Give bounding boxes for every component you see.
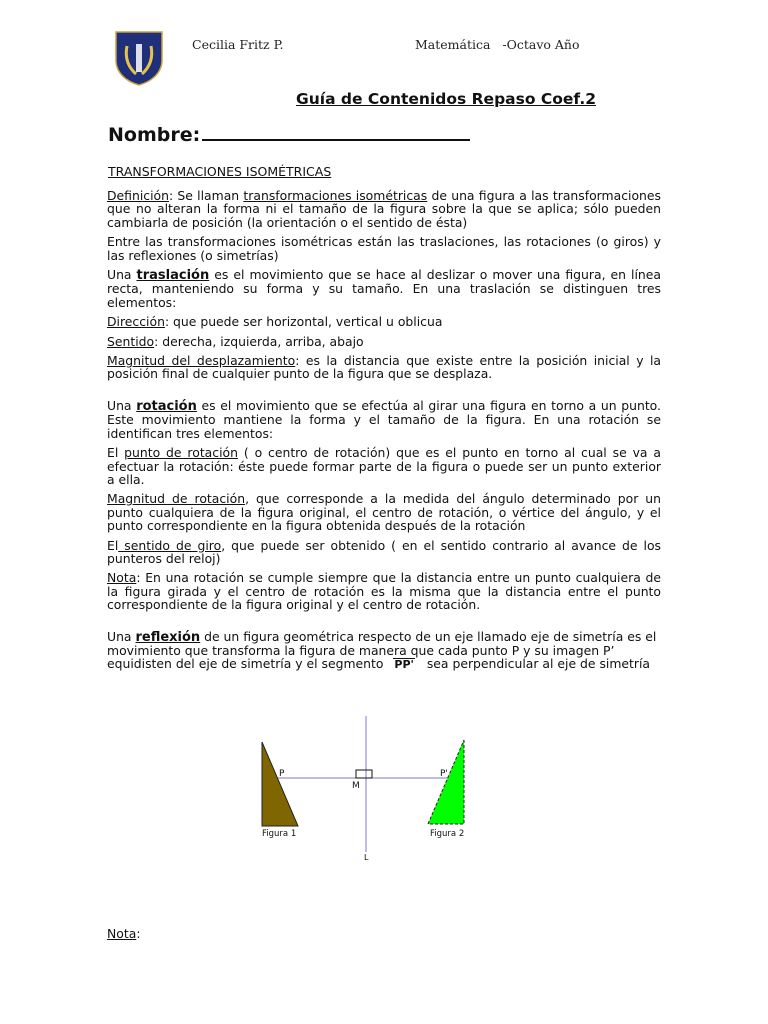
sentido-giro-label: sentido de giro — [118, 537, 222, 553]
intro-paragraph: Entre las transformaciones isométricas están las traslaciones, las rotaciones (o giros) y las reflexiones (o simetrías) — [107, 234, 661, 263]
figure-2-triangle — [428, 740, 464, 824]
document-body — [107, 189, 661, 677]
traslacion-term: traslación — [136, 268, 210, 284]
reflexion-term: reflexión — [135, 629, 201, 645]
school-logo — [114, 30, 164, 86]
reflexion-text-1: de un figura geométrica respecto de un eje llamado eje de simetría es el movimiento que transforma la figura de manera que cada punto P y su imagen P’ equidisten del eje de simetría y el segmento — [107, 628, 657, 672]
definition-label: Definición — [107, 188, 169, 203]
rotacion-text: es el movimiento que se efectúa al girar una figura en torno a un punto. Este movimiento mantiene la forma y el tamaño de la figura. En una rotación se identifican tres elementos: — [107, 397, 661, 441]
page-title: Guía de Contenidos Repaso Coef.2 — [296, 90, 597, 108]
final-note-label: Nota — [107, 926, 137, 941]
rotacion-nota — [107, 571, 661, 611]
magnitud-text: : es la distancia que existe entre la posición inicial y la posición final de cualquier punto de la figura que se desplaza. — [107, 353, 662, 382]
right-angle-mark — [356, 770, 372, 778]
sentido-giro-pre: El — [107, 537, 119, 553]
figure-2-label: Figura 2 — [430, 829, 465, 839]
definition-paragraph — [107, 189, 661, 229]
traslacion-pre: Una — [107, 267, 137, 283]
traslacion-text: es el movimiento que se hace al deslizar o mover una figura, en línea recta, manteniendo su forma y su tamaño. En una traslación se distinguen tres elementos: — [107, 267, 661, 310]
rotacion-pre: Una — [107, 397, 137, 413]
author-name: Cecilia Fritz P. — [192, 37, 284, 52]
definition-text-1: : Se llaman — [168, 188, 244, 203]
reflexion-paragraph — [107, 630, 661, 671]
magnitud-rotacion-text: , que corresponde a la medida del ángulo determinado por un punto cualquiera de la figura original, el centro de rotación, o vértice del ángulo, y el punto correspondiente en la figura obtenida después de la rotación — [107, 491, 661, 534]
sentido-item — [107, 335, 661, 348]
magnitud-rotacion-item — [107, 492, 661, 532]
rotacion-nota-label: Nota — [107, 570, 137, 586]
rotacion-paragraph — [107, 399, 661, 440]
direccion-text: : que puede ser horizontal, vertical u oblicua — [164, 314, 443, 330]
punto-rotacion-item — [107, 446, 661, 486]
punto-rotacion-pre: El — [107, 445, 125, 461]
name-label: Nombre: — [108, 124, 201, 146]
rotacion-term: rotación — [136, 398, 197, 414]
traslacion-paragraph — [107, 268, 661, 309]
name-blank-line — [202, 125, 470, 141]
point-p-prime-label: P' — [440, 769, 448, 779]
sentido-text: : derecha, izquierda, arriba, abajo — [154, 333, 364, 349]
definition-term: transformaciones isométricas — [243, 188, 428, 203]
magnitud-rotacion-label: Magnitud de rotación — [107, 491, 246, 507]
rotacion-nota-text: : En una rotación se cumple siempre que la distancia entre un punto cualquiera de la figura girada y el centro de rotación es la misma que la distancia entre el punto correspondiente de la figura original y el centro de rotación. — [107, 570, 661, 613]
direccion-label: Dirección — [107, 314, 165, 330]
reflexion-pre: Una — [107, 628, 136, 644]
point-p-label: P — [279, 769, 285, 779]
final-note — [107, 926, 141, 941]
reflexion-text-2: sea perpendicular al eje de simetría — [422, 656, 651, 672]
sentido-label: Sentido — [107, 333, 155, 349]
figure-1-triangle — [262, 742, 298, 826]
sentido-giro-item — [107, 539, 661, 566]
magnitud-item — [107, 354, 661, 381]
figure-1-label: Figura 1 — [262, 829, 297, 839]
reflection-diagram — [252, 714, 484, 864]
punto-rotacion-label: punto de rotación — [124, 445, 238, 461]
segment-pp-label: PP' — [394, 658, 414, 672]
definition-text-2: de una figura a las transformaciones que no alteran la forma ni el tamaño de la figura sobre la que se aplica; sólo pueden cambiarla de posición (la orientación o el sentido de ésta) — [107, 188, 661, 230]
sentido-giro-text: , que puede ser obtenido ( en el sentido contrario al avance de los punteros del reloj) — [107, 537, 661, 566]
name-field — [108, 124, 470, 146]
punto-rotacion-text: ( o centro de rotación) que es el punto en torno al cual se va a efectuar la rotación: éste puede formar parte de la figura o puede ser un punto exterior a ella. — [107, 445, 661, 487]
section-title: TRANSFORMACIONES ISOMÉTRICAS — [108, 164, 332, 179]
point-m-label: M — [352, 781, 360, 791]
magnitud-label: Magnitud del desplazamiento — [107, 353, 296, 369]
course-name: Matemática -Octavo Año — [415, 37, 580, 52]
direccion-item — [107, 315, 661, 328]
final-note-colon: : — [136, 926, 141, 941]
axis-l-label: L — [364, 853, 369, 862]
